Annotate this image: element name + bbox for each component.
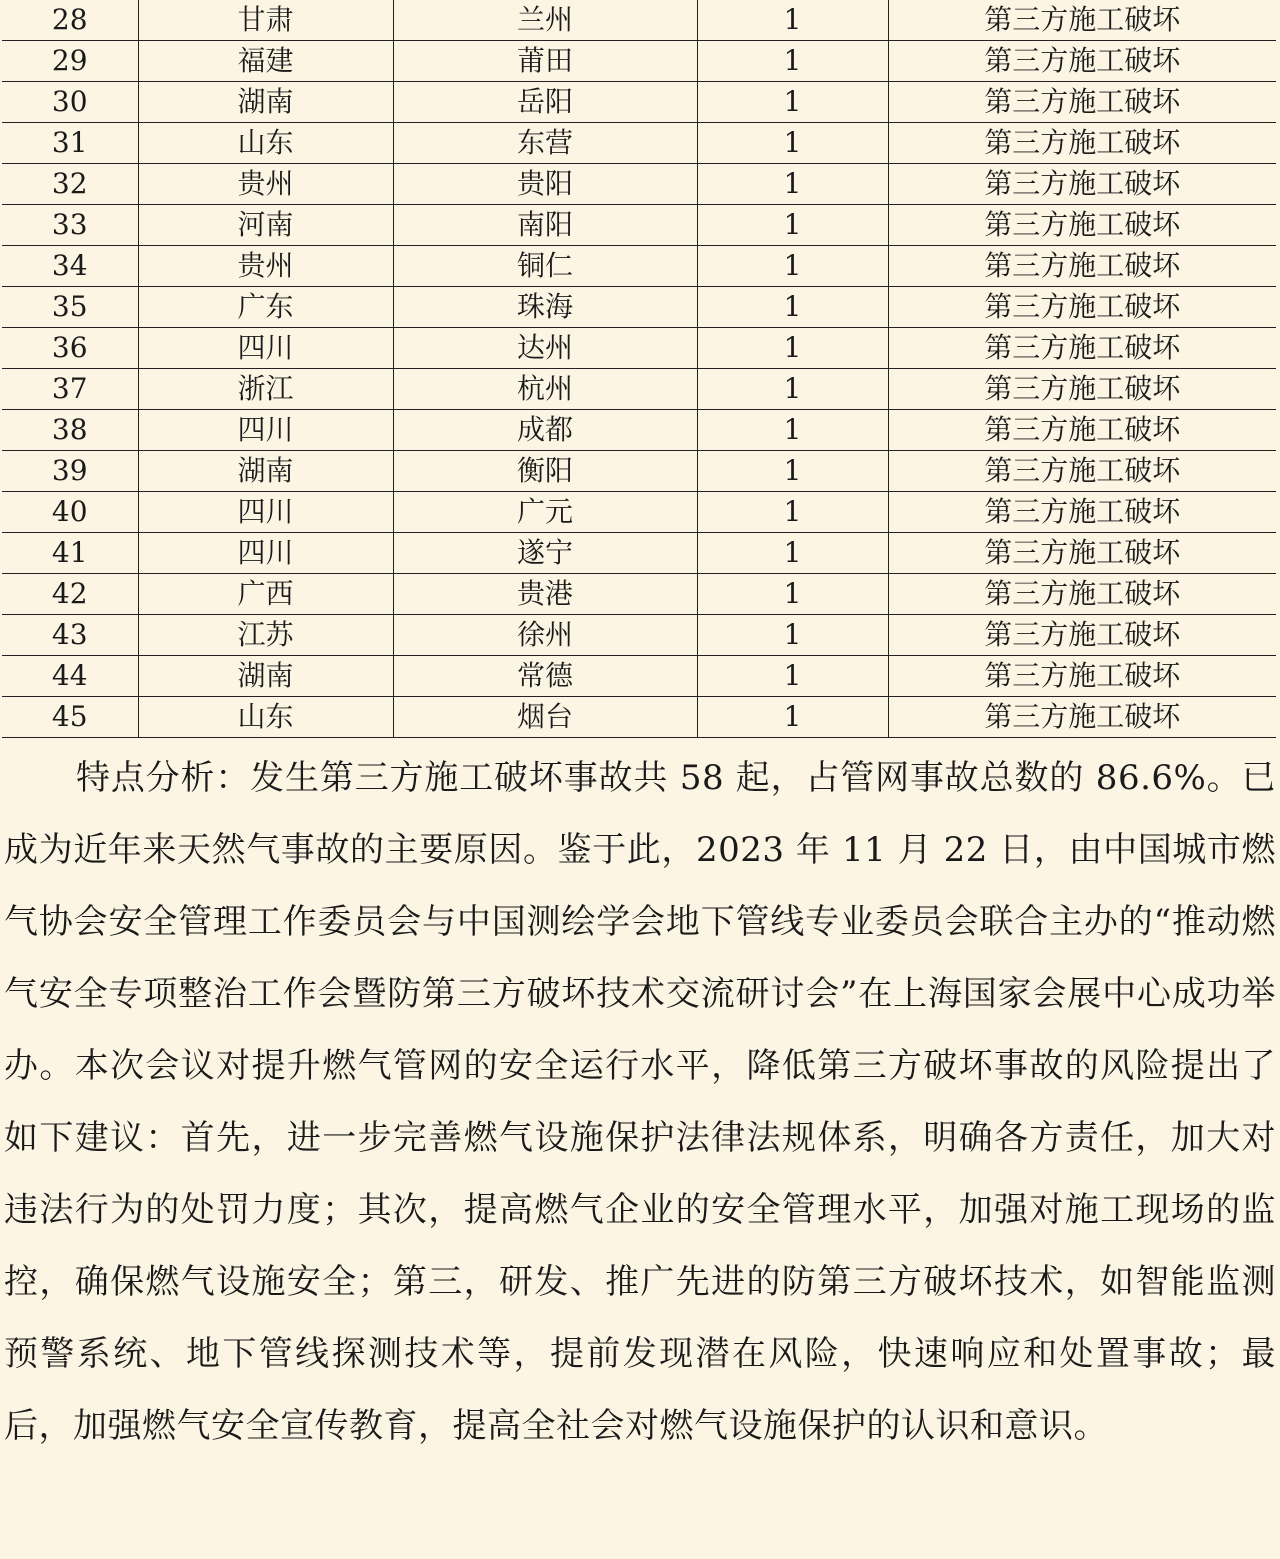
cell-cause: 第三方施工破坏	[888, 492, 1276, 533]
cell-row-number: 29	[2, 41, 138, 82]
table-row	[2, 123, 1276, 164]
table-row	[2, 492, 1276, 533]
cell-province: 湖南	[138, 451, 393, 492]
table-row	[2, 287, 1276, 328]
cell-province: 福建	[138, 41, 393, 82]
cell-row-number: 33	[2, 205, 138, 246]
table-row	[2, 0, 1276, 41]
cell-count: 1	[697, 246, 888, 287]
cell-city: 珠海	[393, 287, 697, 328]
cell-row-number: 44	[2, 656, 138, 697]
cell-count: 1	[697, 533, 888, 574]
cell-count: 1	[697, 164, 888, 205]
cell-city: 兰州	[393, 0, 697, 41]
cell-count: 1	[697, 123, 888, 164]
cell-count: 1	[697, 205, 888, 246]
cell-row-number: 39	[2, 451, 138, 492]
cell-city: 徐州	[393, 615, 697, 656]
cell-city: 东营	[393, 123, 697, 164]
table-row	[2, 41, 1276, 82]
cell-count: 1	[697, 656, 888, 697]
cell-city: 杭州	[393, 369, 697, 410]
cell-count: 1	[697, 410, 888, 451]
cell-city: 烟台	[393, 697, 697, 738]
cell-city: 贵阳	[393, 164, 697, 205]
cell-count: 1	[697, 41, 888, 82]
table-row	[2, 246, 1276, 287]
cell-province: 山东	[138, 697, 393, 738]
cell-count: 1	[697, 0, 888, 41]
cell-row-number: 38	[2, 410, 138, 451]
cell-cause: 第三方施工破坏	[888, 451, 1276, 492]
cell-city: 常德	[393, 656, 697, 697]
cell-cause: 第三方施工破坏	[888, 533, 1276, 574]
cell-count: 1	[697, 697, 888, 738]
cell-row-number: 28	[2, 0, 138, 41]
cell-city: 达州	[393, 328, 697, 369]
cell-cause: 第三方施工破坏	[888, 574, 1276, 615]
cell-cause: 第三方施工破坏	[888, 369, 1276, 410]
cell-city: 岳阳	[393, 82, 697, 123]
cell-row-number: 42	[2, 574, 138, 615]
cell-count: 1	[697, 82, 888, 123]
cell-province: 湖南	[138, 82, 393, 123]
cell-province: 四川	[138, 328, 393, 369]
cell-city: 莆田	[393, 41, 697, 82]
cell-row-number: 43	[2, 615, 138, 656]
cell-cause: 第三方施工破坏	[888, 615, 1276, 656]
cell-cause: 第三方施工破坏	[888, 410, 1276, 451]
cell-cause: 第三方施工破坏	[888, 41, 1276, 82]
cell-count: 1	[697, 615, 888, 656]
cell-row-number: 35	[2, 287, 138, 328]
analysis-paragraph: 特点分析：发生第三方施工破坏事故共 58 起，占管网事故总数的 86.6%。已成为近年来天然气事故的主要原因。鉴于此，2023 年 11 月 22 日，由中国城市燃气协会安全管理工作委员会与中国测绘学会地下管线专业委员会联合主办的“推动燃气安全专项整治工作会暨防第三方破坏技术交流研讨会”在上海国家会展中心成功举办。本次会议对提升燃气管网的安全运行水平，降低第三方破坏事故的风险提出了如下建议：首先，进一步完善燃气设施保护法律法规体系，明确各方责任，加大对违法行为的处罚力度；其次，提高燃气企业的安全管理水平，加强对施工现场的监控，确保燃气设施安全；第三，研发、推广先进的防第三方破坏技术，如智能监测预警系统、地下管线探测技术等，提前发现潜在风险，快速响应和处置事故；最后，加强燃气安全宣传教育，提高全社会对燃气设施保护的认识和意识。	[4, 758, 1276, 1446]
cell-province: 四川	[138, 533, 393, 574]
table-row	[2, 656, 1276, 697]
cell-cause: 第三方施工破坏	[888, 164, 1276, 205]
table-row	[2, 697, 1276, 738]
cell-province: 浙江	[138, 369, 393, 410]
cell-city: 遂宁	[393, 533, 697, 574]
cell-province: 山东	[138, 123, 393, 164]
cell-row-number: 45	[2, 697, 138, 738]
table-row	[2, 410, 1276, 451]
cell-city: 成都	[393, 410, 697, 451]
cell-province: 贵州	[138, 246, 393, 287]
cell-count: 1	[697, 369, 888, 410]
table-row	[2, 205, 1276, 246]
table-row	[2, 164, 1276, 205]
cell-cause: 第三方施工破坏	[888, 246, 1276, 287]
cell-cause: 第三方施工破坏	[888, 205, 1276, 246]
cell-row-number: 34	[2, 246, 138, 287]
cell-province: 江苏	[138, 615, 393, 656]
cell-province: 贵州	[138, 164, 393, 205]
accident-table	[2, 0, 1276, 738]
accident-table-container	[2, 0, 1276, 738]
cell-count: 1	[697, 287, 888, 328]
cell-count: 1	[697, 492, 888, 533]
cell-row-number: 31	[2, 123, 138, 164]
cell-province: 四川	[138, 410, 393, 451]
table-row	[2, 615, 1276, 656]
cell-province: 广西	[138, 574, 393, 615]
cell-cause: 第三方施工破坏	[888, 656, 1276, 697]
cell-count: 1	[697, 451, 888, 492]
cell-cause: 第三方施工破坏	[888, 328, 1276, 369]
cell-cause: 第三方施工破坏	[888, 123, 1276, 164]
cell-row-number: 36	[2, 328, 138, 369]
cell-city: 广元	[393, 492, 697, 533]
cell-row-number: 40	[2, 492, 138, 533]
cell-city: 贵港	[393, 574, 697, 615]
cell-province: 四川	[138, 492, 393, 533]
cell-cause: 第三方施工破坏	[888, 0, 1276, 41]
cell-province: 广东	[138, 287, 393, 328]
accident-table-body	[2, 0, 1276, 738]
cell-city: 铜仁	[393, 246, 697, 287]
cell-province: 河南	[138, 205, 393, 246]
table-row	[2, 369, 1276, 410]
cell-province: 湖南	[138, 656, 393, 697]
cell-row-number: 30	[2, 82, 138, 123]
table-row	[2, 574, 1276, 615]
cell-count: 1	[697, 328, 888, 369]
cell-cause: 第三方施工破坏	[888, 697, 1276, 738]
cell-row-number: 41	[2, 533, 138, 574]
table-row	[2, 533, 1276, 574]
cell-row-number: 32	[2, 164, 138, 205]
table-row	[2, 328, 1276, 369]
cell-province: 甘肃	[138, 0, 393, 41]
cell-city: 衡阳	[393, 451, 697, 492]
cell-row-number: 37	[2, 369, 138, 410]
cell-count: 1	[697, 574, 888, 615]
table-row	[2, 451, 1276, 492]
cell-city: 南阳	[393, 205, 697, 246]
table-row	[2, 82, 1276, 123]
cell-cause: 第三方施工破坏	[888, 287, 1276, 328]
cell-cause: 第三方施工破坏	[888, 82, 1276, 123]
